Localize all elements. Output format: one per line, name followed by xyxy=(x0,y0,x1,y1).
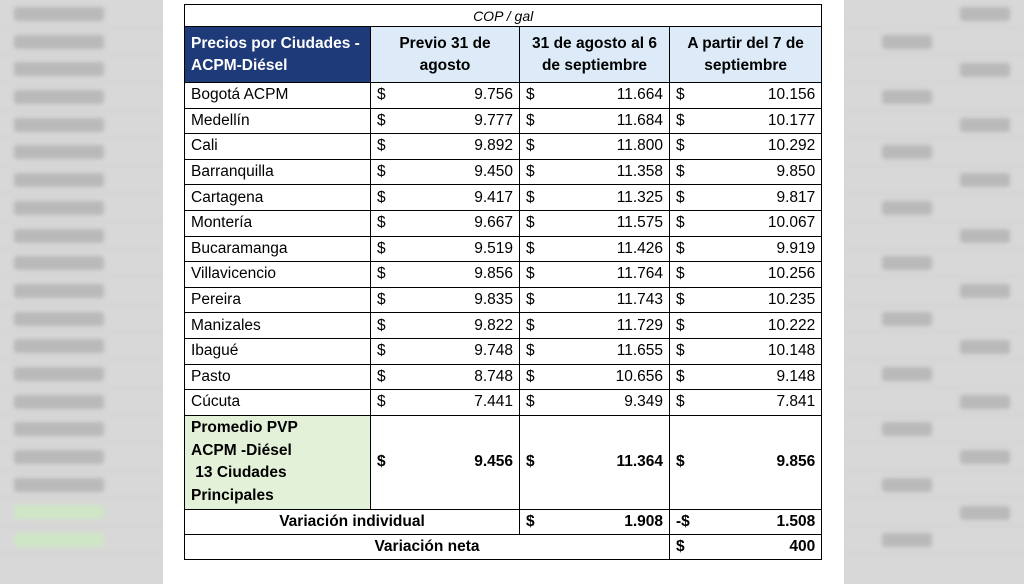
variacion-neta-value: 400 xyxy=(690,534,822,559)
new-price: 10.235 xyxy=(690,287,822,313)
prev-currency: $ xyxy=(371,108,389,134)
header-city-line2: ACPM-Diésel xyxy=(191,56,288,74)
prev-price: 7.441 xyxy=(389,390,520,416)
new-price: 7.841 xyxy=(690,390,822,416)
variacion-individual-new-value: 1.508 xyxy=(690,509,822,534)
new-currency: $ xyxy=(670,210,690,236)
mid-price: 11.325 xyxy=(538,185,670,211)
price-sheet xyxy=(163,0,844,584)
prev-price: 9.892 xyxy=(389,134,520,160)
average-prev-currency: $ xyxy=(371,415,389,509)
table-row xyxy=(185,134,822,160)
table-row xyxy=(185,390,822,416)
mid-currency: $ xyxy=(520,108,538,134)
city-name: Medellín xyxy=(185,108,371,134)
header-transition xyxy=(520,27,670,83)
unit-row xyxy=(185,5,822,27)
mid-currency: $ xyxy=(520,364,538,390)
variacion-individual-row xyxy=(185,509,822,534)
header-transition-line2: de septiembre xyxy=(541,56,648,74)
new-currency: $ xyxy=(670,313,690,339)
mid-currency: $ xyxy=(520,159,538,185)
mid-currency: $ xyxy=(520,134,538,160)
variacion-neta-row xyxy=(185,534,822,559)
new-currency: $ xyxy=(670,159,690,185)
mid-price: 11.655 xyxy=(538,338,670,364)
new-currency: $ xyxy=(670,236,690,262)
city-name: Villavicencio xyxy=(185,262,371,288)
mid-currency: $ xyxy=(520,262,538,288)
variacion-individual-mid-currency: $ xyxy=(520,509,538,534)
header-previo xyxy=(371,27,520,83)
new-price: 9.148 xyxy=(690,364,822,390)
prev-currency: $ xyxy=(371,159,389,185)
new-price: 10.067 xyxy=(690,210,822,236)
new-currency: $ xyxy=(670,83,690,109)
new-price: 10.148 xyxy=(690,338,822,364)
mid-price: 11.684 xyxy=(538,108,670,134)
prev-currency: $ xyxy=(371,287,389,313)
header-transition-line1: 31 de agosto al 6 xyxy=(532,34,657,52)
mid-currency: $ xyxy=(520,210,538,236)
prev-currency: $ xyxy=(371,313,389,339)
header-city-line1: Precios por Ciudades - xyxy=(191,34,360,52)
mid-price: 11.800 xyxy=(538,134,670,160)
prev-price: 8.748 xyxy=(389,364,520,390)
city-name: Pasto xyxy=(185,364,371,390)
prev-price: 9.748 xyxy=(389,338,520,364)
mid-price: 11.575 xyxy=(538,210,670,236)
prev-price: 9.450 xyxy=(389,159,520,185)
table-row xyxy=(185,159,822,185)
prev-currency: $ xyxy=(371,236,389,262)
blurred-background-left xyxy=(0,0,163,584)
city-name: Cartagena xyxy=(185,185,371,211)
average-mid-currency: $ xyxy=(520,415,538,509)
mid-currency: $ xyxy=(520,287,538,313)
mid-price: 11.729 xyxy=(538,313,670,339)
average-mid-value: 11.364 xyxy=(538,415,670,509)
variacion-individual-mid-value: 1.908 xyxy=(538,509,670,534)
mid-currency: $ xyxy=(520,313,538,339)
prev-currency: $ xyxy=(371,210,389,236)
new-currency: $ xyxy=(670,134,690,160)
new-currency: $ xyxy=(670,262,690,288)
mid-price: 9.349 xyxy=(538,390,670,416)
new-price: 10.256 xyxy=(690,262,822,288)
mid-price: 11.664 xyxy=(538,83,670,109)
mid-currency: $ xyxy=(520,236,538,262)
city-name: Barranquilla xyxy=(185,159,371,185)
mid-currency: $ xyxy=(520,390,538,416)
mid-currency: $ xyxy=(520,83,538,109)
average-prev-value: 9.456 xyxy=(389,415,520,509)
new-currency: $ xyxy=(670,364,690,390)
mid-price: 11.743 xyxy=(538,287,670,313)
prev-price: 9.856 xyxy=(389,262,520,288)
new-currency: $ xyxy=(670,287,690,313)
header-previo-line2: agosto xyxy=(419,56,471,74)
unit-label: COP / gal xyxy=(185,5,822,27)
mid-currency: $ xyxy=(520,338,538,364)
table-row xyxy=(185,210,822,236)
mid-price: 11.764 xyxy=(538,262,670,288)
fuel-price-table xyxy=(184,4,822,560)
average-label xyxy=(185,415,371,509)
prev-price: 9.756 xyxy=(389,83,520,109)
header-row xyxy=(185,27,822,83)
table-row xyxy=(185,83,822,109)
city-name: Montería xyxy=(185,210,371,236)
new-price: 10.222 xyxy=(690,313,822,339)
table-row xyxy=(185,262,822,288)
new-currency: $ xyxy=(670,185,690,211)
header-previo-line1: Previo 31 de xyxy=(399,34,491,52)
header-new-line2: septiembre xyxy=(704,56,787,74)
variacion-individual-label: Variación individual xyxy=(185,509,520,534)
table-row xyxy=(185,287,822,313)
mid-price: 10.656 xyxy=(538,364,670,390)
table-row xyxy=(185,236,822,262)
average-label-line2: ACPM -Diésel xyxy=(191,441,292,459)
city-name: Ibagué xyxy=(185,338,371,364)
average-new-value: 9.856 xyxy=(690,415,822,509)
new-price: 10.156 xyxy=(690,83,822,109)
prev-currency: $ xyxy=(371,338,389,364)
average-label-line4: Principales xyxy=(191,486,274,504)
variacion-neta-label: Variación neta xyxy=(185,534,670,559)
city-rows xyxy=(185,83,822,416)
prev-currency: $ xyxy=(371,185,389,211)
city-name: Cali xyxy=(185,134,371,160)
new-price: 9.850 xyxy=(690,159,822,185)
blurred-background-right xyxy=(844,0,1024,584)
prev-currency: $ xyxy=(371,83,389,109)
prev-currency: $ xyxy=(371,134,389,160)
average-label-line1: Promedio PVP xyxy=(191,419,298,437)
new-currency: $ xyxy=(670,108,690,134)
prev-price: 9.667 xyxy=(389,210,520,236)
average-row xyxy=(185,415,822,509)
table-row xyxy=(185,313,822,339)
prev-price: 9.519 xyxy=(389,236,520,262)
new-price: 10.177 xyxy=(690,108,822,134)
prev-currency: $ xyxy=(371,390,389,416)
header-city xyxy=(185,27,371,83)
average-label-line3: 13 Ciudades xyxy=(191,464,287,482)
city-name: Bucaramanga xyxy=(185,236,371,262)
city-name: Manizales xyxy=(185,313,371,339)
table-row xyxy=(185,338,822,364)
mid-price: 11.426 xyxy=(538,236,670,262)
variacion-individual-new-currency: -$ xyxy=(670,509,690,534)
new-price: 9.919 xyxy=(690,236,822,262)
prev-price: 9.777 xyxy=(389,108,520,134)
new-currency: $ xyxy=(670,338,690,364)
header-new xyxy=(670,27,822,83)
table-row xyxy=(185,108,822,134)
average-new-currency: $ xyxy=(670,415,690,509)
prev-price: 9.822 xyxy=(389,313,520,339)
prev-currency: $ xyxy=(371,262,389,288)
mid-currency: $ xyxy=(520,185,538,211)
city-name: Pereira xyxy=(185,287,371,313)
new-currency: $ xyxy=(670,390,690,416)
new-price: 10.292 xyxy=(690,134,822,160)
variacion-neta-currency: $ xyxy=(670,534,690,559)
prev-price: 9.835 xyxy=(389,287,520,313)
city-name: Bogotá ACPM xyxy=(185,83,371,109)
table-row xyxy=(185,364,822,390)
table-row xyxy=(185,185,822,211)
city-name: Cúcuta xyxy=(185,390,371,416)
prev-currency: $ xyxy=(371,364,389,390)
header-new-line1: A partir del 7 de xyxy=(687,34,804,52)
new-price: 9.817 xyxy=(690,185,822,211)
mid-price: 11.358 xyxy=(538,159,670,185)
prev-price: 9.417 xyxy=(389,185,520,211)
